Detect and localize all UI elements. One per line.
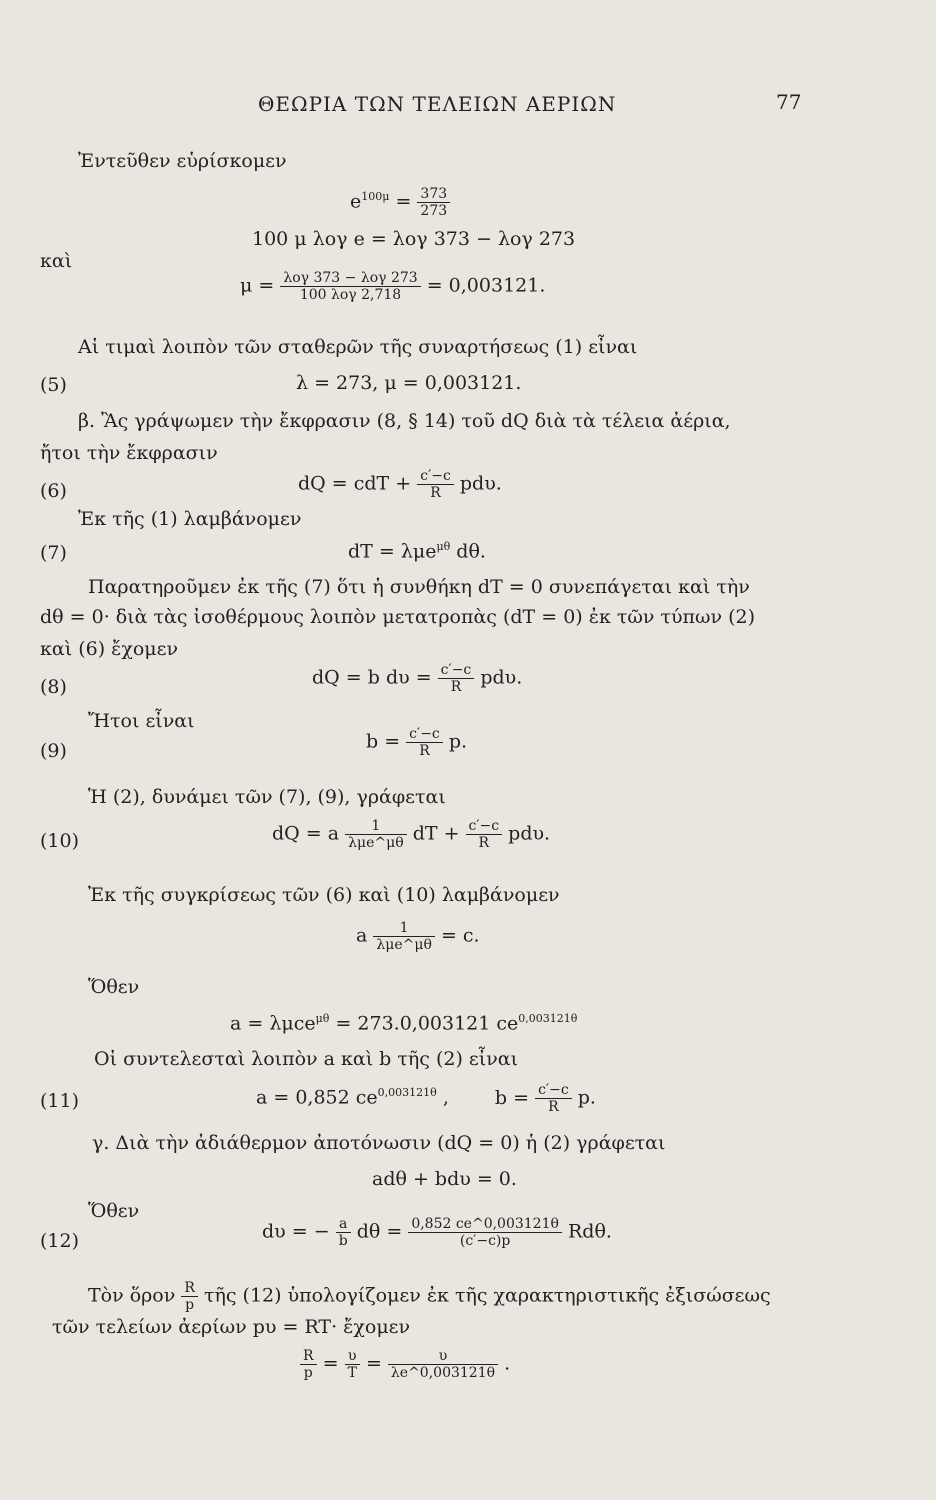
equation: $\frac{R}{p}$ = $\frac{\upsilon}{T}$ = $\frac{\upsilon}{\lambda e\^{}0,003121\theta}$ . (300, 1348, 510, 1381)
equation-number: (6) (40, 480, 67, 502)
text-line: γ. Διὰ τὴν ἀδιάθερμον ἀποτόνωσιν (dQ = 0) ἡ (2) γράφεται (92, 1132, 666, 1154)
running-header: ΘΕΩΡΙΑ ΤΩΝ ΤΕΛΕΙΩΝ ΑΕΡΙΩΝ (258, 92, 617, 116)
text-line: Οἱ συντελεσταὶ λοιπὸν a καὶ b τῆς (2) εἶναι (94, 1048, 519, 1070)
equation-number: (10) (40, 830, 80, 852)
equation-number: (5) (40, 374, 67, 396)
page-number: 77 (776, 90, 802, 114)
equation-number: (9) (40, 740, 67, 762)
equation: 100 μ λογ e = λογ 373 − λογ 273 (252, 228, 576, 250)
equation: a = λμce$^{\mu\theta}$ = 273.0,003121 $ce^{0,003121\theta}$ (230, 1012, 578, 1035)
text-line: dθ = 0· διὰ τὰς ἰσοθέρμους λοιπὸν μετατροπὰς (dT = 0) ἐκ τῶν τύπων (2) (40, 606, 756, 628)
equation-number: (7) (40, 542, 67, 564)
equation-number: (12) (40, 1230, 80, 1252)
equation: $e^{100\mu}$ = $\frac{373}{273}$ (350, 186, 450, 219)
equation: dQ = cdT + $\frac{c'-c}{R}$ pdυ. (298, 468, 502, 501)
text-line: Παρατηροῦμεν ἐκ τῆς (7) ὅτι ἡ συνθήκη dT = 0 συνεπάγεται καὶ τὴν (88, 576, 750, 598)
text-line: Ἤτοι εἶναι (88, 710, 195, 732)
equation-number: (8) (40, 676, 67, 698)
text-line: Ὅθεν (88, 1200, 140, 1222)
equation-number: (11) (40, 1090, 80, 1112)
text-line: τῶν τελείων ἀερίων pυ = RT· ἔχομεν (52, 1316, 411, 1338)
equation: λ = 273, μ = 0,003121. (296, 372, 522, 394)
text-line: ἤτοι τὴν ἔκφρασιν (40, 442, 218, 464)
equation: a = 0,852 $ce^{0,003121\theta}$ , b = $\frac{c'-c}{R}$ p. (256, 1082, 596, 1115)
text-line: Ἡ (2), δυνάμει τῶν (7), (9), γράφεται (88, 786, 446, 808)
equation: dQ = a $\frac{1}{\text{λμe\textasciicircum{}μθ}}$ dT + $\frac{c'-c}{R}$ pdυ. (272, 818, 551, 851)
equation: μ = $\frac{\text{λογ 373 − λογ 273}}{\text{100 λογ 2,718}}$ = 0,003121. (240, 270, 546, 303)
text-line: Ἐκ τῆς (1) λαμβάνομεν (78, 508, 302, 530)
text-line: καὶ (40, 250, 73, 272)
equation: dQ = b dυ = $\frac{c'-c}{R}$ pdυ. (312, 662, 523, 695)
text-line: β. Ἂς γράψωμεν τὴν ἔκφρασιν (8, § 14) τοῦ dQ διὰ τὰ τέλεια ἀέρια, (78, 410, 731, 432)
text-line: Ὅθεν (88, 976, 140, 998)
text-line: Ἐντεῦθεν εὑρίσκομεν (78, 150, 287, 172)
equation: dυ = − $\frac{a}{b}$ dθ = $\frac{0,852 ce\^{}0,003121\theta}{(c'-c)p}$ Rdθ. (262, 1216, 612, 1249)
text-line: Αἱ τιμαὶ λοιπὸν τῶν σταθερῶν τῆς συναρτήσεως (1) εἶναι (78, 336, 638, 358)
text-line: Τὸν ὅρον $\frac{R}{p}$ τῆς (12) ὑπολογίζομεν ἐκ τῆς χαρακτηριστικῆς ἐξισώσεως (88, 1280, 771, 1313)
equation: a $\frac{1}{\text{λμe\textasciicircum{}μθ}}$ = c. (356, 920, 480, 953)
equation: b = $\frac{c'-c}{R}$ p. (366, 726, 468, 759)
equation: adθ + bdυ = 0. (372, 1168, 517, 1190)
equation: dT = λμe$^{\mu\theta}$ dθ. (348, 540, 486, 563)
text-line: Ἐκ τῆς συγκρίσεως τῶν (6) καὶ (10) λαμβάνομεν (88, 884, 560, 906)
text-line: καὶ (6) ἔχομεν (40, 638, 179, 660)
